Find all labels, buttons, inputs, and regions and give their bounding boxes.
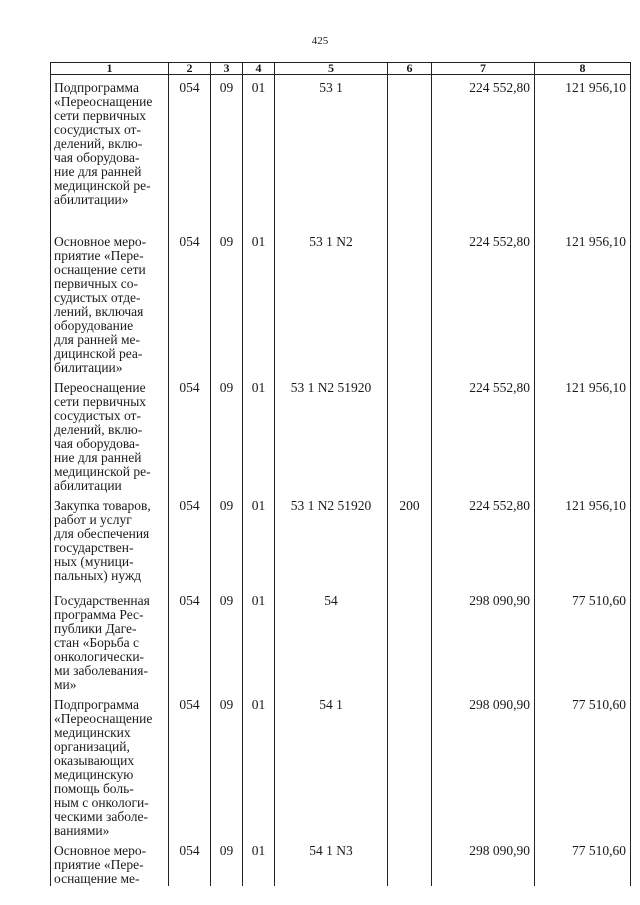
item-name-line: билитации» bbox=[54, 359, 123, 375]
subsection-code-cell: 01 bbox=[243, 692, 275, 838]
item-name-line: помощь боль- bbox=[54, 780, 134, 796]
ministry-code-cell: 054 bbox=[169, 375, 211, 493]
item-name-line: медицинских bbox=[54, 724, 131, 740]
item-name-cell bbox=[51, 692, 169, 838]
target-article-cell: 53 1 N2 51920 bbox=[275, 375, 388, 493]
item-name-cell bbox=[51, 493, 169, 588]
item-name-line: ние для ранней bbox=[54, 164, 142, 179]
table-row bbox=[51, 229, 631, 375]
item-name-line: чая оборудова- bbox=[54, 150, 140, 165]
target-article-cell: 54 1 bbox=[275, 692, 388, 838]
amount-col8-cell: 121 956,10 bbox=[535, 229, 631, 375]
expense-type-cell bbox=[388, 75, 432, 229]
amount-col7-cell: 298 090,90 bbox=[432, 588, 535, 692]
item-name-cell bbox=[51, 375, 169, 493]
target-article-cell: 54 bbox=[275, 588, 388, 692]
item-name-line: для ранней ме- bbox=[54, 331, 141, 347]
section-code-cell: 09 bbox=[211, 692, 243, 838]
section-code-cell: 09 bbox=[211, 375, 243, 493]
column-header: 8 bbox=[535, 63, 631, 75]
item-name-line: ваниями» bbox=[54, 822, 110, 838]
amount-col8-cell: 121 956,10 bbox=[535, 375, 631, 493]
item-name-line: сосудистых от- bbox=[54, 122, 141, 137]
item-name-line: работ и услуг bbox=[54, 511, 132, 527]
table-body bbox=[51, 75, 631, 886]
item-name-line: Закупка товаров, bbox=[54, 497, 151, 513]
column-header: 4 bbox=[243, 63, 275, 75]
target-article-cell: 53 1 N2 bbox=[275, 229, 388, 375]
item-name-line: медицинской ре- bbox=[54, 178, 151, 193]
item-name-line: делений, вклю- bbox=[54, 136, 143, 151]
item-name-line: оснащение сети bbox=[54, 261, 146, 277]
item-name-cell bbox=[51, 588, 169, 692]
item-name-line: ми» bbox=[54, 676, 77, 692]
item-name-line: дицинской реа- bbox=[54, 345, 143, 361]
item-name-cell bbox=[51, 75, 169, 229]
subsection-code-cell: 01 bbox=[243, 375, 275, 493]
column-header: 1 bbox=[51, 63, 169, 75]
item-name-line: Подпрограмма bbox=[54, 696, 139, 712]
subsection-code-cell: 01 bbox=[243, 838, 275, 886]
table-row bbox=[51, 588, 631, 692]
subsection-code-cell: 01 bbox=[243, 75, 275, 229]
amount-col8-cell: 77 510,60 bbox=[535, 692, 631, 838]
amount-col7-cell: 298 090,90 bbox=[432, 692, 535, 838]
item-name-line: стан «Борьба с bbox=[54, 634, 140, 650]
item-name-line: государствен- bbox=[54, 539, 134, 555]
subsection-code-cell: 01 bbox=[243, 588, 275, 692]
amount-col7-cell: 224 552,80 bbox=[432, 375, 535, 493]
amount-col8-cell: 77 510,60 bbox=[535, 838, 631, 886]
ministry-code-cell: 054 bbox=[169, 588, 211, 692]
amount-col7-cell: 224 552,80 bbox=[432, 229, 535, 375]
header-row bbox=[51, 63, 631, 75]
item-name-line: ных (муници- bbox=[54, 553, 134, 569]
item-name-line: для обеспечения bbox=[54, 525, 150, 541]
target-article-cell: 53 1 N2 51920 bbox=[275, 493, 388, 588]
item-name-cell bbox=[51, 229, 169, 375]
item-name-line: оказывающих bbox=[54, 752, 135, 768]
amount-col8-cell: 77 510,60 bbox=[535, 588, 631, 692]
item-name-line: Основное меро- bbox=[54, 233, 147, 249]
item-name-line: абилитации bbox=[54, 477, 122, 493]
ministry-code-cell: 054 bbox=[169, 493, 211, 588]
item-name-line: приятие «Пере- bbox=[54, 247, 144, 263]
item-name-line: лений, включая bbox=[54, 303, 144, 319]
amount-col7-cell: 224 552,80 bbox=[432, 75, 535, 229]
item-name-line: приятие «Пере- bbox=[54, 856, 144, 872]
item-name-line: ческими заболе- bbox=[54, 808, 149, 824]
item-name-line: оснащение ме- bbox=[54, 870, 140, 886]
item-name-line: сети первичных bbox=[54, 393, 147, 409]
expense-type-cell bbox=[388, 588, 432, 692]
item-name-line: ние для ранней bbox=[54, 449, 142, 465]
ministry-code-cell: 054 bbox=[169, 838, 211, 886]
item-name-line: делений, вклю- bbox=[54, 421, 143, 437]
table-row bbox=[51, 692, 631, 838]
page-number: 425 bbox=[311, 35, 329, 47]
budget-table bbox=[50, 62, 631, 886]
section-code-cell: 09 bbox=[211, 588, 243, 692]
column-header: 6 bbox=[388, 63, 432, 75]
item-name-line: первичных со- bbox=[54, 275, 139, 291]
item-name-line: Основное меро- bbox=[54, 842, 147, 858]
item-name-line: Государственная bbox=[54, 592, 150, 608]
item-name-line: чая оборудова- bbox=[54, 435, 140, 451]
table-row bbox=[51, 75, 631, 229]
section-code-cell: 09 bbox=[211, 838, 243, 886]
column-header: 5 bbox=[275, 63, 388, 75]
item-name-line: медицинскую bbox=[54, 766, 134, 782]
column-header: 2 bbox=[169, 63, 211, 75]
amount-col8-cell: 121 956,10 bbox=[535, 75, 631, 229]
column-header: 7 bbox=[432, 63, 535, 75]
item-name-line: программа Рес- bbox=[54, 606, 144, 622]
item-name-line: медицинской ре- bbox=[54, 463, 151, 479]
item-name-line: ным с онкологи- bbox=[54, 794, 149, 810]
item-name-line: пальных) нужд bbox=[54, 567, 142, 583]
item-name-line: «Переоснащение bbox=[54, 710, 153, 726]
section-code-cell: 09 bbox=[211, 493, 243, 588]
section-code-cell: 09 bbox=[211, 75, 243, 229]
ministry-code-cell: 054 bbox=[169, 75, 211, 229]
table-row bbox=[51, 838, 631, 886]
table-row bbox=[51, 375, 631, 493]
item-name-line: организаций, bbox=[54, 738, 130, 754]
ministry-code-cell: 054 bbox=[169, 229, 211, 375]
item-name-line: «Переоснащение bbox=[54, 94, 153, 109]
item-name-line: Переоснащение bbox=[54, 379, 146, 395]
expense-type-cell: 200 bbox=[388, 493, 432, 588]
subsection-code-cell: 01 bbox=[243, 229, 275, 375]
item-name-line: ми заболевания- bbox=[54, 662, 148, 678]
item-name-line: оборудование bbox=[54, 317, 134, 333]
ministry-code-cell: 054 bbox=[169, 692, 211, 838]
column-header: 3 bbox=[211, 63, 243, 75]
table-row bbox=[51, 493, 631, 588]
expense-type-cell bbox=[388, 838, 432, 886]
item-name-line: сети первичных bbox=[54, 108, 147, 123]
item-name-line: публики Даге- bbox=[54, 620, 137, 636]
expense-type-cell bbox=[388, 375, 432, 493]
target-article-cell: 54 1 N3 bbox=[275, 838, 388, 886]
item-name-line: Подпрограмма bbox=[54, 80, 139, 95]
item-name-line: судистых отде- bbox=[54, 289, 141, 305]
amount-col8-cell: 121 956,10 bbox=[535, 493, 631, 588]
target-article-cell: 53 1 bbox=[275, 75, 388, 229]
amount-col7-cell: 298 090,90 bbox=[432, 838, 535, 886]
item-name-cell bbox=[51, 838, 169, 886]
item-name-line: онкологически- bbox=[54, 648, 145, 664]
amount-col7-cell: 224 552,80 bbox=[432, 493, 535, 588]
expense-type-cell bbox=[388, 229, 432, 375]
item-name-line: сосудистых от- bbox=[54, 407, 141, 423]
item-name-line: абилитации» bbox=[54, 192, 129, 207]
section-code-cell: 09 bbox=[211, 229, 243, 375]
expense-type-cell bbox=[388, 692, 432, 838]
subsection-code-cell: 01 bbox=[243, 493, 275, 588]
